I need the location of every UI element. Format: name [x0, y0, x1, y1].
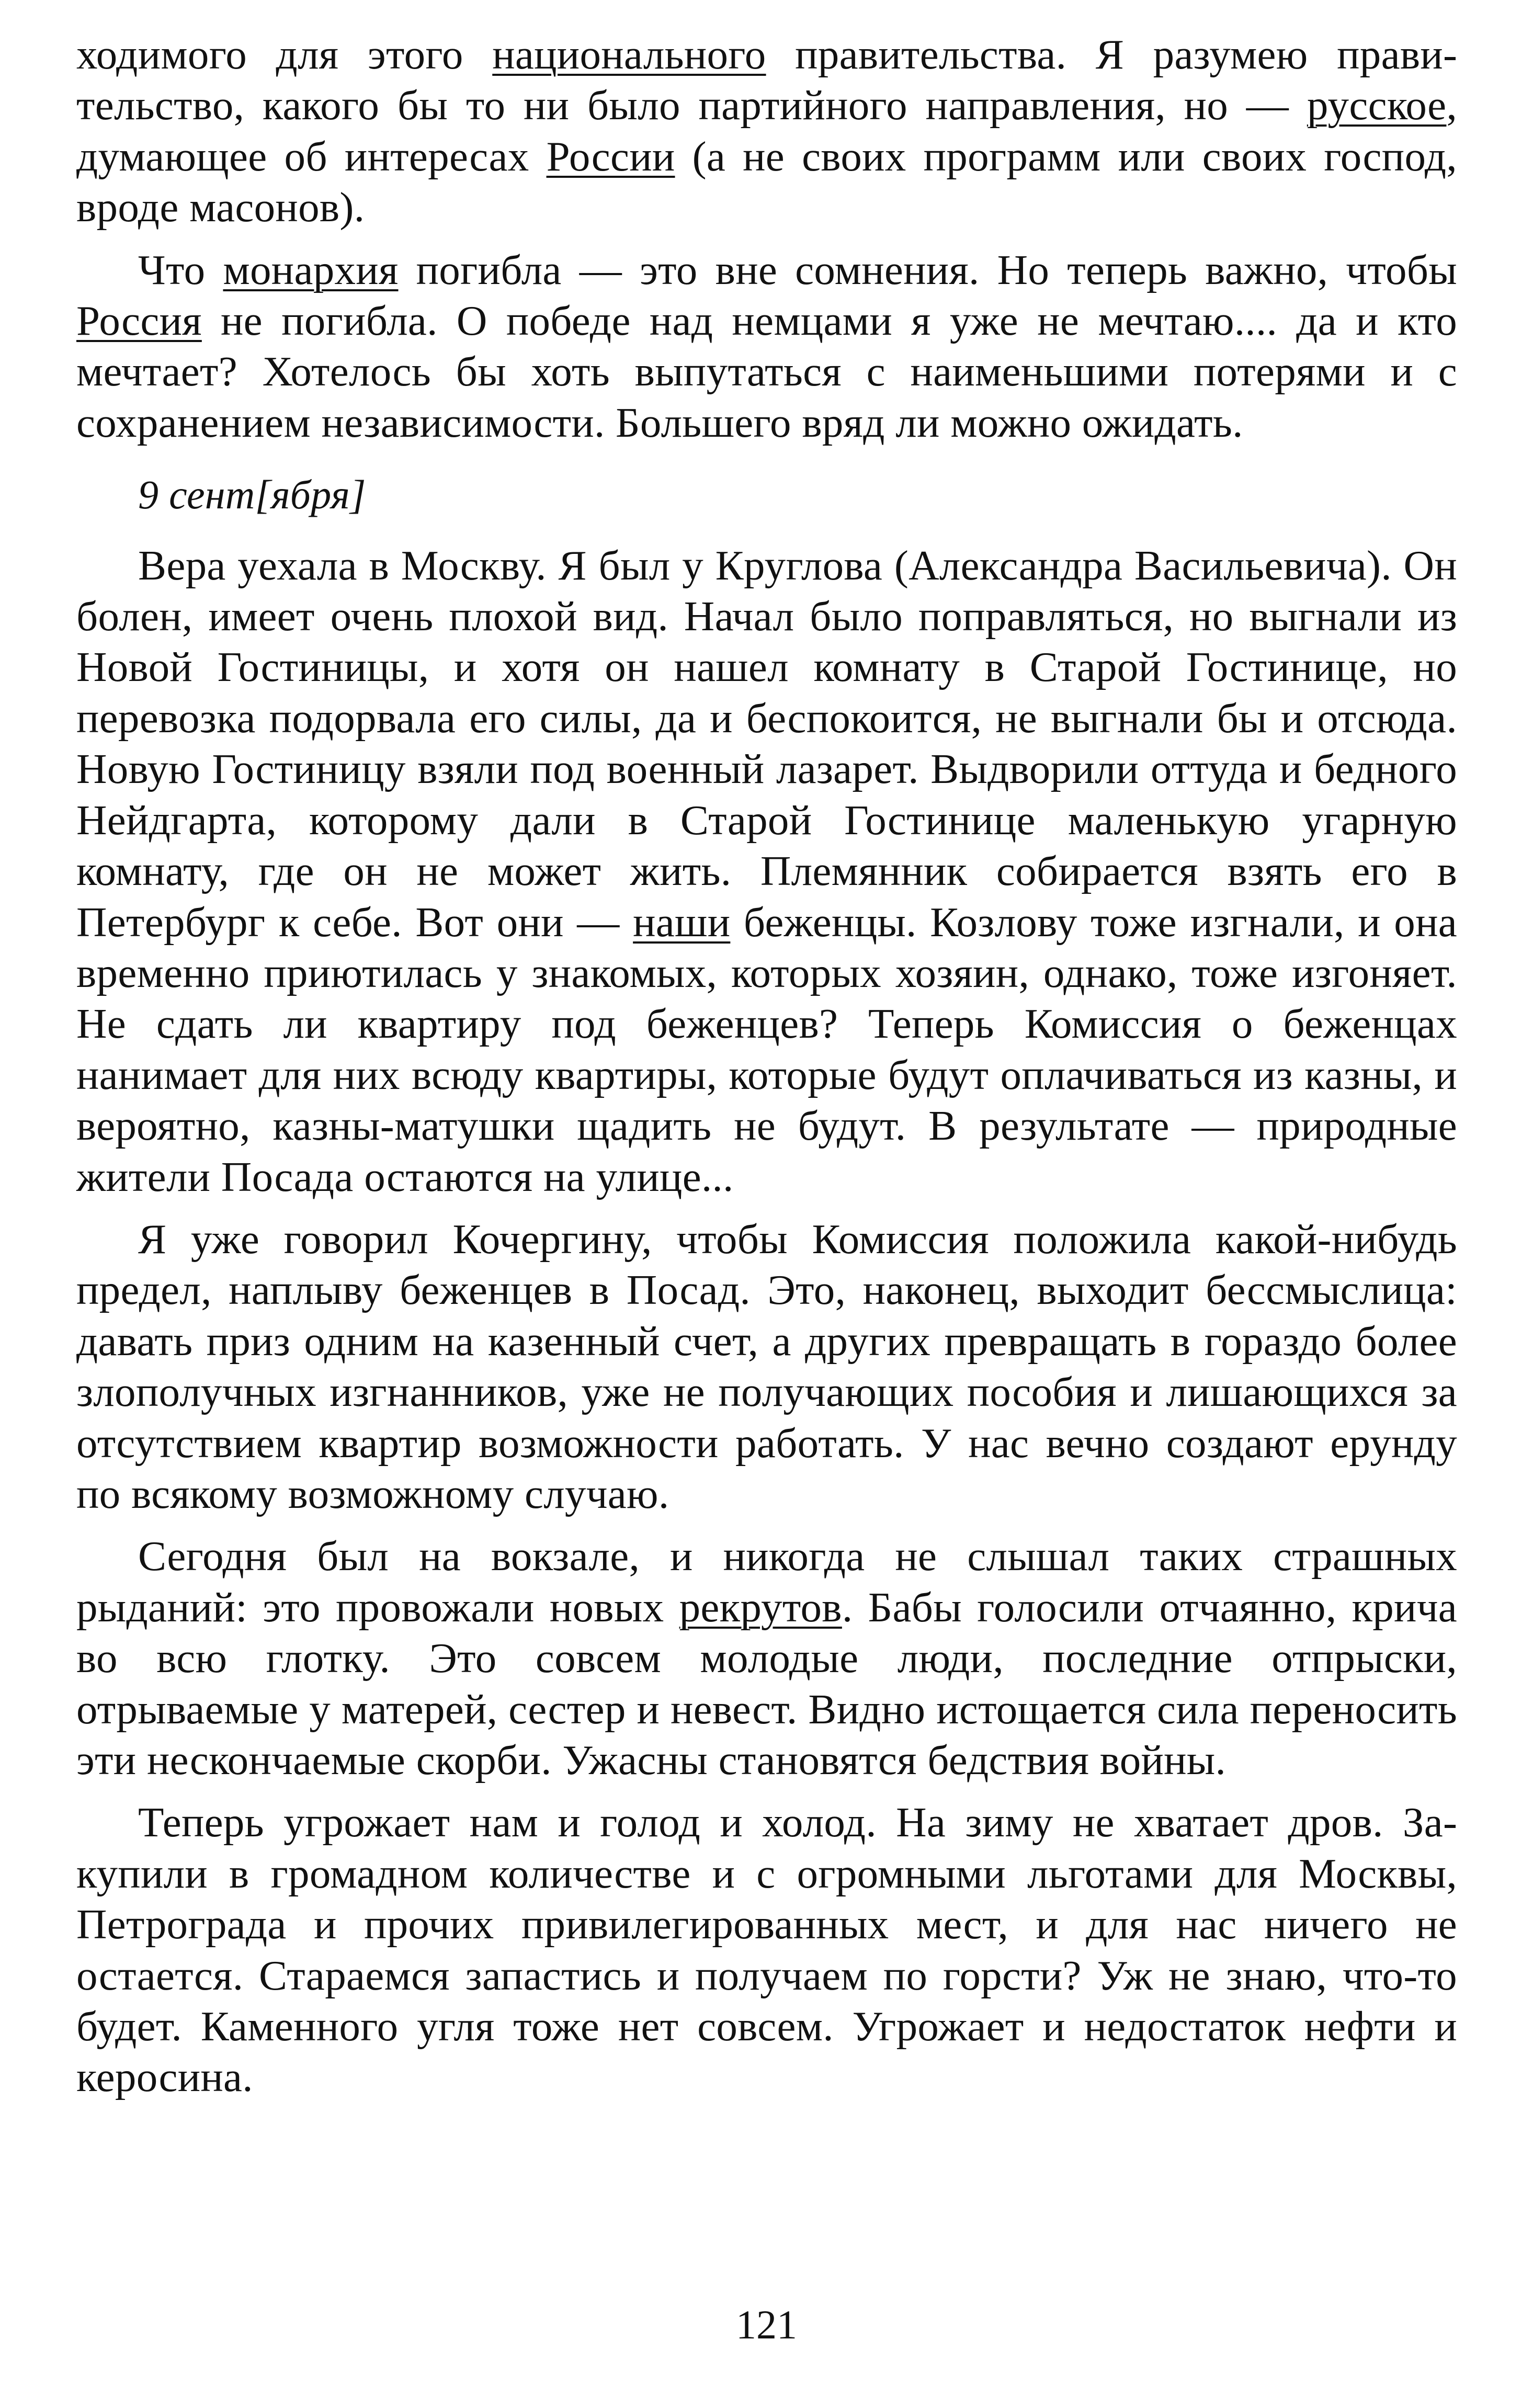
underlined-term: национального	[492, 31, 766, 78]
paragraph	[76, 540, 1457, 1202]
paragraph	[76, 29, 1457, 233]
page-body	[76, 29, 1457, 2103]
text-segment: Теперь угрожает нам и голод и холод. На зиму не хватает дров. Закупили в громадном количестве и с огромными льготами для Москвы, Петрограда и прочих привилегированных мест, и для нас ничего не остается. Стараемся запастись и получаем по горсти? Уж не знаю, что-то будет. Каменного угля тоже нет совсем. Угрожает и недостаток нефти и керосина.	[76, 1799, 1457, 2101]
underlined-term: наши	[633, 898, 731, 946]
date-heading	[76, 469, 1457, 520]
text-segment: погибла — это вне сомнения. Но теперь важно, чтобы	[398, 246, 1457, 293]
underlined-term: Россия	[76, 297, 202, 345]
text-segment: , думающее об интересах	[76, 82, 1457, 180]
text-segment: правительства. Я разумею правительство, какого бы то ни было партийного направления, но —	[76, 31, 1458, 129]
underlined-term: России	[546, 132, 675, 180]
page-number: 121	[736, 2302, 797, 2347]
text-segment: Что	[138, 246, 223, 293]
text-segment: (а не своих программ или своих господ, вроде масонов).	[76, 132, 1457, 231]
text-segment: беженцы. Козлову тоже изгнали, и она временно приютилась у знакомых, которых хозяин, однако, тоже изгоняет. Не сдать ли квартиру под беженцев? Теперь Комиссия о беженцах нанимает для них всюду квартиры, которые будут оплачиваться из казны, и вероятно, казны-матушки щадить не будут. В результате — природные жители Посада остаются на улице...	[76, 898, 1457, 1200]
underlined-term: русское	[1307, 82, 1447, 129]
paragraph	[76, 1214, 1457, 1519]
underlined-term: монархия	[223, 246, 399, 293]
text-segment: ходимого для этого	[76, 31, 493, 78]
text-segment: 9 сент[ября]	[138, 472, 366, 518]
text-segment: . Бабы голосили отчаянно, крича во всю глотку. Это совсем молодые люди, последние отпрыски, отрываемые у матерей, сестер и невест. Видно истощается сила переносить эти нескончаемые скорби. Ужасны становятся бедствия войны.	[76, 1583, 1457, 1784]
paragraph	[76, 1797, 1457, 2103]
text-segment: не погибла. О победе над немцами я уже не мечтаю.... да и кто мечтает? Хотелось бы хоть выпутаться с наименьшими потерями и с сохранением независимости. Большего вряд ли можно ожидать.	[76, 297, 1457, 446]
text-segment: Сегодня был на вокзале, и никогда не слышал таких страшных рыданий: это провожали новых	[76, 1532, 1457, 1631]
underlined-term: рекрутов	[679, 1583, 842, 1631]
paragraph	[76, 245, 1457, 449]
paragraph	[76, 1531, 1457, 1786]
text-segment: Вера уехала в Москву. Я был у Круглова (Александра Васильевича). Он болен, имеет очень плохой вид. Начал было поправляться, но выгнали из Новой Гостиницы, и хотя он нашел комнату в Старой Гостинице, но перевозка подорвала его силы, да и беспокоится, не выгнали бы и отсюда. Новую Гостиницу взяли под военный лазарет. Выдворили оттуда и бедного Нейдгарта, которому дали в Старой Гостинице маленькую угарную комнату, где он не может жить. Племянник собирается взять его в Петербург к себе. Вот они —	[76, 541, 1457, 946]
text-segment: Я уже говорил Кочергину, чтобы Комиссия положила какой-нибудь предел, наплыву беженцев в Посад. Это, наконец, выходит бессмыслица: давать приз одним на казенный счет, а других превращать в гораздо более злополучных изгнанников, уже не получающих пособия и лишающихся за отсутствием квартир возможности работать. У нас вечно создают ерунду по всякому возможному случаю.	[76, 1215, 1457, 1517]
